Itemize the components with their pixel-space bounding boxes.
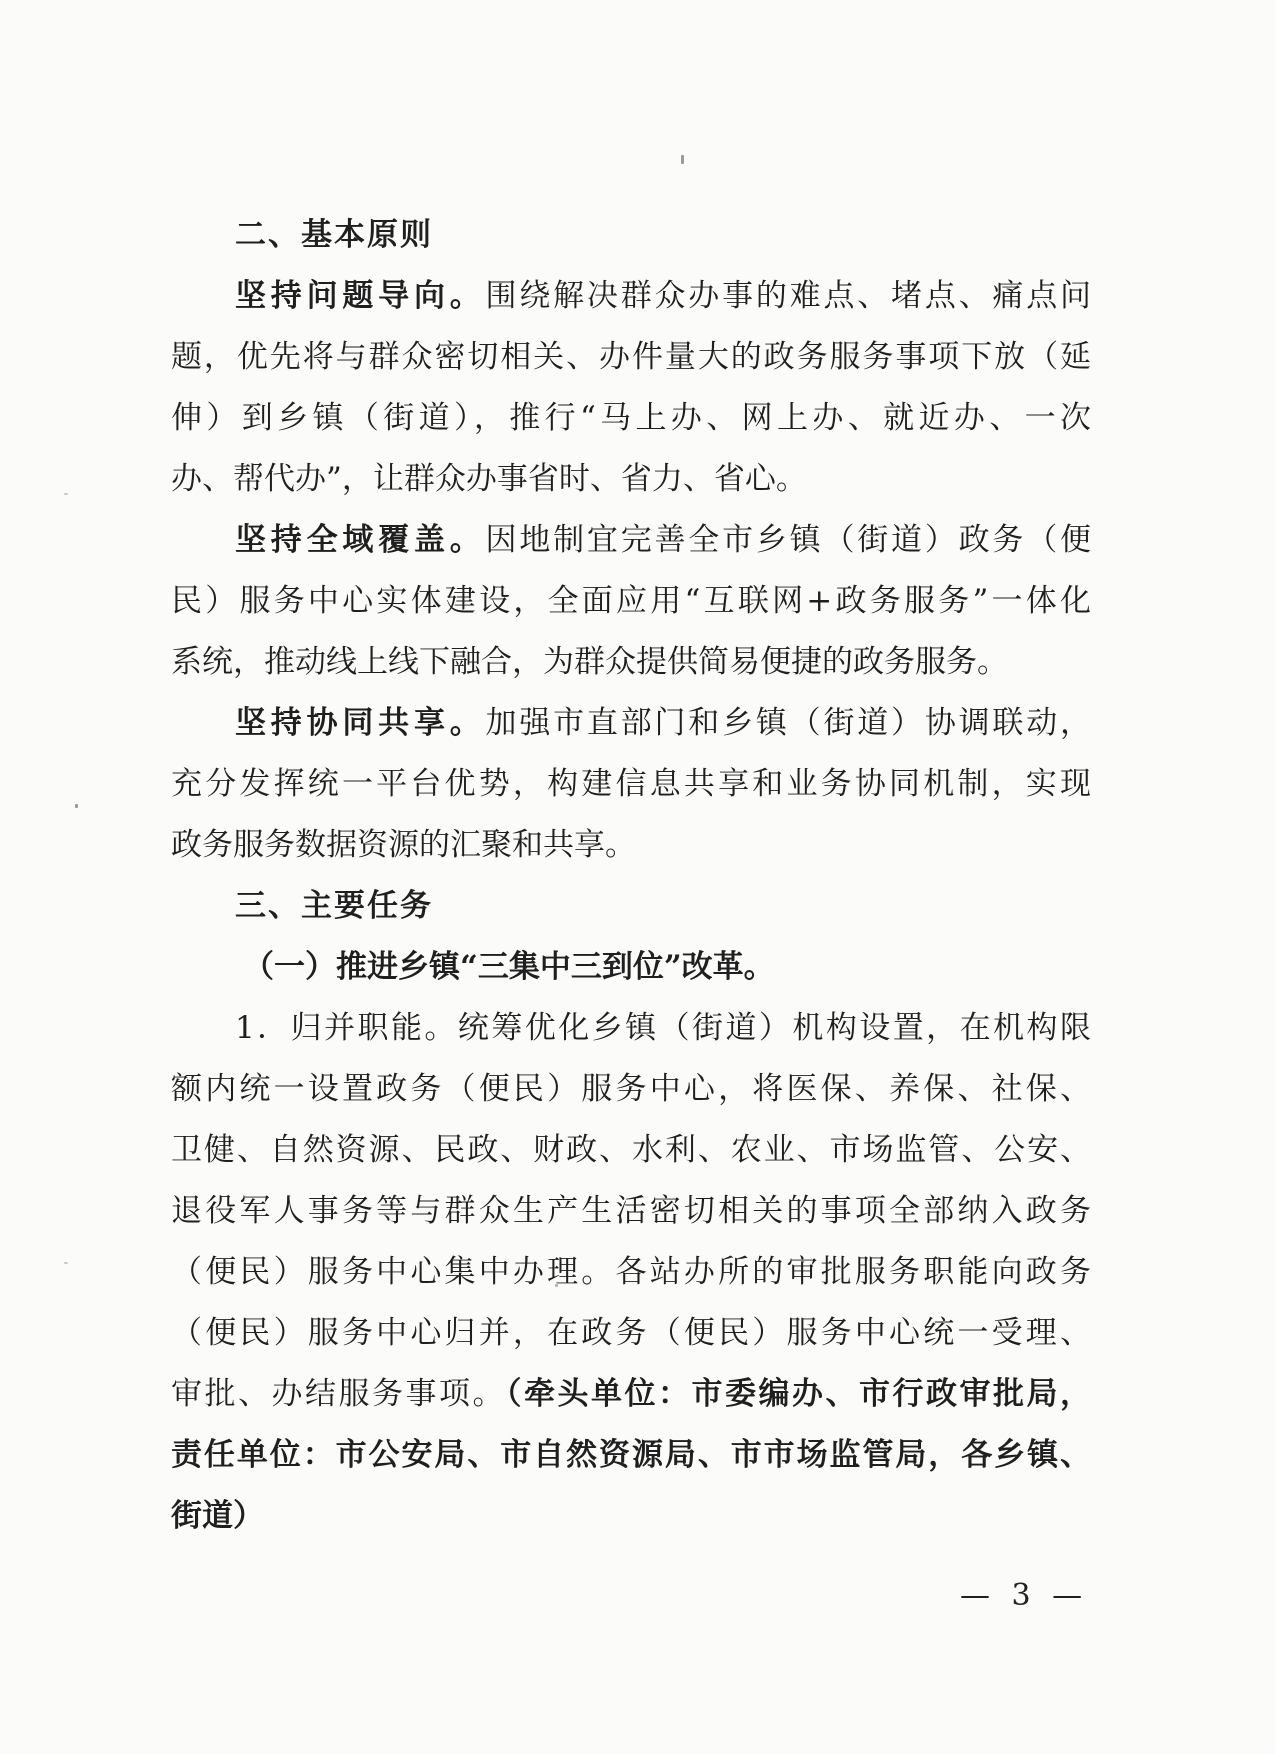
responsible-units-line: 责任单位：市公安局、市自然资源局、市市场监管局，各乡镇、 [171, 1437, 1091, 1473]
principle-lead: 坚持协同共享。 [235, 705, 486, 741]
paragraph-line: 额内统一设置政务（便民）服务中心，将医保、养保、社保、 [171, 1071, 1091, 1107]
scan-speck [681, 155, 684, 164]
paragraph-line: 民）服务中心实体建设，全面应用“互联网+政务服务”一体化 [171, 583, 1091, 619]
principle-text: 围绕解决群众办事的难点、堵点、痛点问 [485, 278, 1091, 314]
principle-text: 加强市直部门和乡镇（街道）协调联动， [485, 705, 1091, 741]
scan-speck [75, 804, 78, 808]
paragraph-line: 政务服务数据资源的汇聚和共享。 [171, 827, 636, 863]
paragraph-line [171, 510, 1091, 571]
task-text: 审批、办结服务事项。 [171, 1376, 506, 1412]
subsection-heading: （一）推进乡镇“三集中三到位”改革。 [243, 949, 775, 985]
scan-speck [64, 1262, 68, 1264]
paragraph-line [171, 266, 1091, 327]
section-heading-principles: 二、基本原则 [235, 217, 433, 253]
page-number: — 3 — [960, 1578, 1089, 1613]
paragraph-line: 伸）到乡镇（街道），推行“马上办、网上办、就近办、一次 [171, 400, 1091, 436]
document-body [171, 205, 1091, 1547]
paragraph-line: （便民）服务中心归并，在政务（便民）服务中心统一受理、 [171, 1315, 1091, 1351]
paragraph-line: 系统，推动线上线下融合，为群众提供简易便捷的政务服务。 [171, 644, 1008, 680]
paragraph-line: 题，优先将与群众密切相关、办件量大的政务服务事项下放（延 [171, 339, 1091, 375]
principle-lead: 坚持问题导向。 [235, 278, 486, 314]
paragraph-line [171, 1364, 1091, 1425]
responsible-units-line: 街道） [171, 1498, 264, 1534]
paragraph-line: 退役军人事务等与群众生产生活密切相关的事项全部纳入政务 [171, 1193, 1091, 1229]
paragraph-line [171, 693, 1091, 754]
paragraph-line: （便民）服务中心集中办理。各站办所的审批服务职能向政务 [171, 1254, 1091, 1290]
paragraph-line: 1．归并职能。统筹优化乡镇（街道）机构设置，在机构限 [235, 1010, 1091, 1046]
paragraph-line: 卫健、自然资源、民政、财政、水利、农业、市场监管、公安、 [171, 1132, 1091, 1168]
lead-unit-note: （牵头单位：市委编办、市行政审批局， [506, 1376, 1091, 1412]
section-heading-tasks: 三、主要任务 [235, 888, 433, 924]
principle-text: 因地制宜完善全市乡镇（街道）政务（便 [485, 522, 1091, 558]
paragraph-line: 充分发挥统一平台优势，构建信息共享和业务协同机制，实现 [171, 766, 1091, 802]
scan-speck [64, 493, 68, 495]
paragraph-line: 办、帮代办”，让群众办事省时、省力、省心。 [171, 461, 807, 497]
principle-lead: 坚持全域覆盖。 [235, 522, 486, 558]
